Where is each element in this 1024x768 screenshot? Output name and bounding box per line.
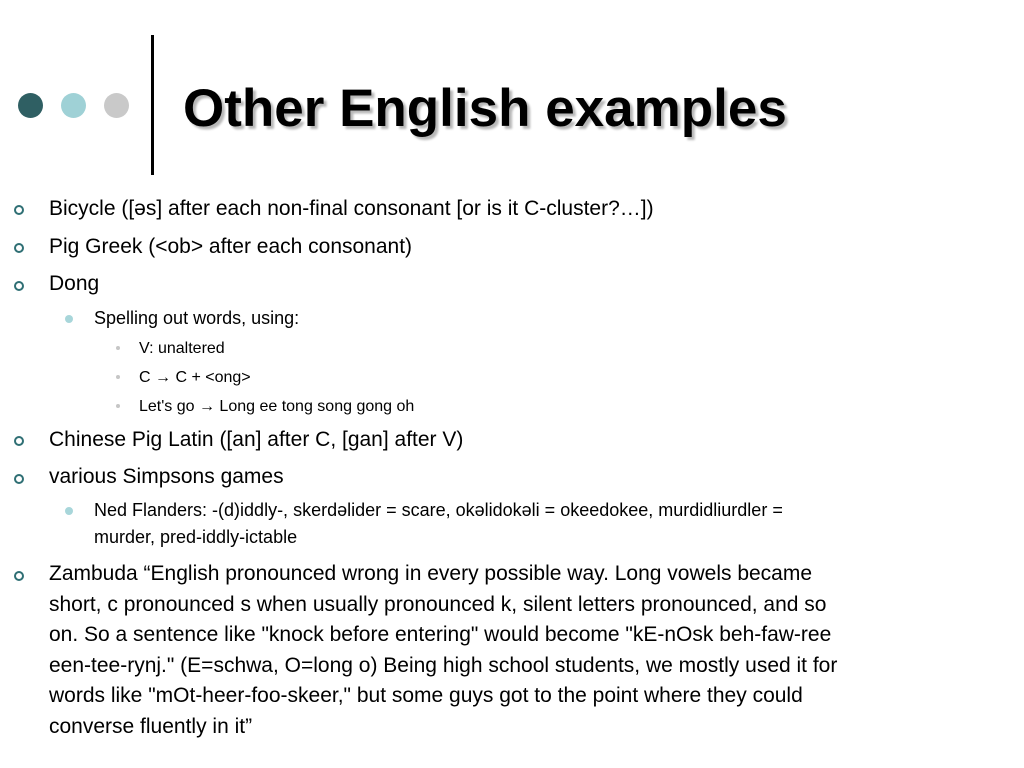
bullet-ned-flanders-line1: Ned Flanders: -(d)iddly-, skerdəlider = scare, okəlidokəli = okeedokee, murdidliurdler = bbox=[94, 500, 783, 520]
bullet-zambuda-line1: Zambuda “English pronounced wrong in every possible way. Long vowels became bbox=[49, 562, 813, 585]
title-divider-line bbox=[151, 35, 154, 175]
bullet-marker-l3 bbox=[116, 404, 120, 408]
bullet-chinese-pig-latin: Chinese Pig Latin ([an] after C, [gan] after V) bbox=[49, 428, 464, 451]
bullet-marker-l1 bbox=[14, 205, 24, 215]
bullet-marker-l2 bbox=[65, 507, 73, 515]
bullet-marker-l1 bbox=[14, 474, 24, 484]
bullet-zambuda-line4: een-tee-rynj." (E=schwa, O=long o) Being high school students, we mostly used it for bbox=[49, 654, 838, 677]
bullet-marker-l1 bbox=[14, 281, 24, 291]
bullet-v-unaltered: V: unaltered bbox=[139, 340, 225, 357]
bullet-dong: Dong bbox=[49, 272, 100, 295]
decor-dot-light bbox=[61, 93, 86, 118]
bullet-marker-l1 bbox=[14, 571, 24, 581]
bullet-zambuda-line2: short, c pronounced s when usually pronounced k, silent letters pronounced, and so bbox=[49, 593, 827, 616]
bullet-lets-go: Let's go → Long ee tong song gong oh bbox=[139, 398, 415, 415]
slide-title: Other English examples bbox=[183, 79, 787, 138]
bullet-ned-flanders-line2: murder, pred-iddly-ictable bbox=[94, 527, 298, 547]
bullet-marker-l2 bbox=[65, 315, 73, 323]
bullet-bicycle: Bicycle ([əs] after each non-final consonant [or is it C-cluster?…]) bbox=[49, 197, 654, 220]
decor-dot-dark bbox=[18, 93, 43, 118]
decor-dot-gray bbox=[104, 93, 129, 118]
bullet-simpsons: various Simpsons games bbox=[49, 465, 284, 488]
bullet-c-rule: C → C + <ong> bbox=[139, 369, 251, 386]
bullet-zambuda-line6: converse fluently in it” bbox=[49, 715, 253, 738]
bullet-zambuda-line3: on. So a sentence like "knock before entering" would become "kE-nOsk beh-faw-ree bbox=[49, 623, 832, 646]
bullet-zambuda-line5: words like "mOt-heer-foo-skeer," but some guys got to the point where they could bbox=[49, 684, 803, 707]
bullet-spelling: Spelling out words, using: bbox=[94, 308, 300, 328]
bullet-marker-l3 bbox=[116, 346, 120, 350]
bullet-marker-l1 bbox=[14, 436, 24, 446]
bullet-pig-greek: Pig Greek (<ob> after each consonant) bbox=[49, 235, 413, 258]
bullet-marker-l1 bbox=[14, 243, 24, 253]
bullet-marker-l3 bbox=[116, 375, 120, 379]
